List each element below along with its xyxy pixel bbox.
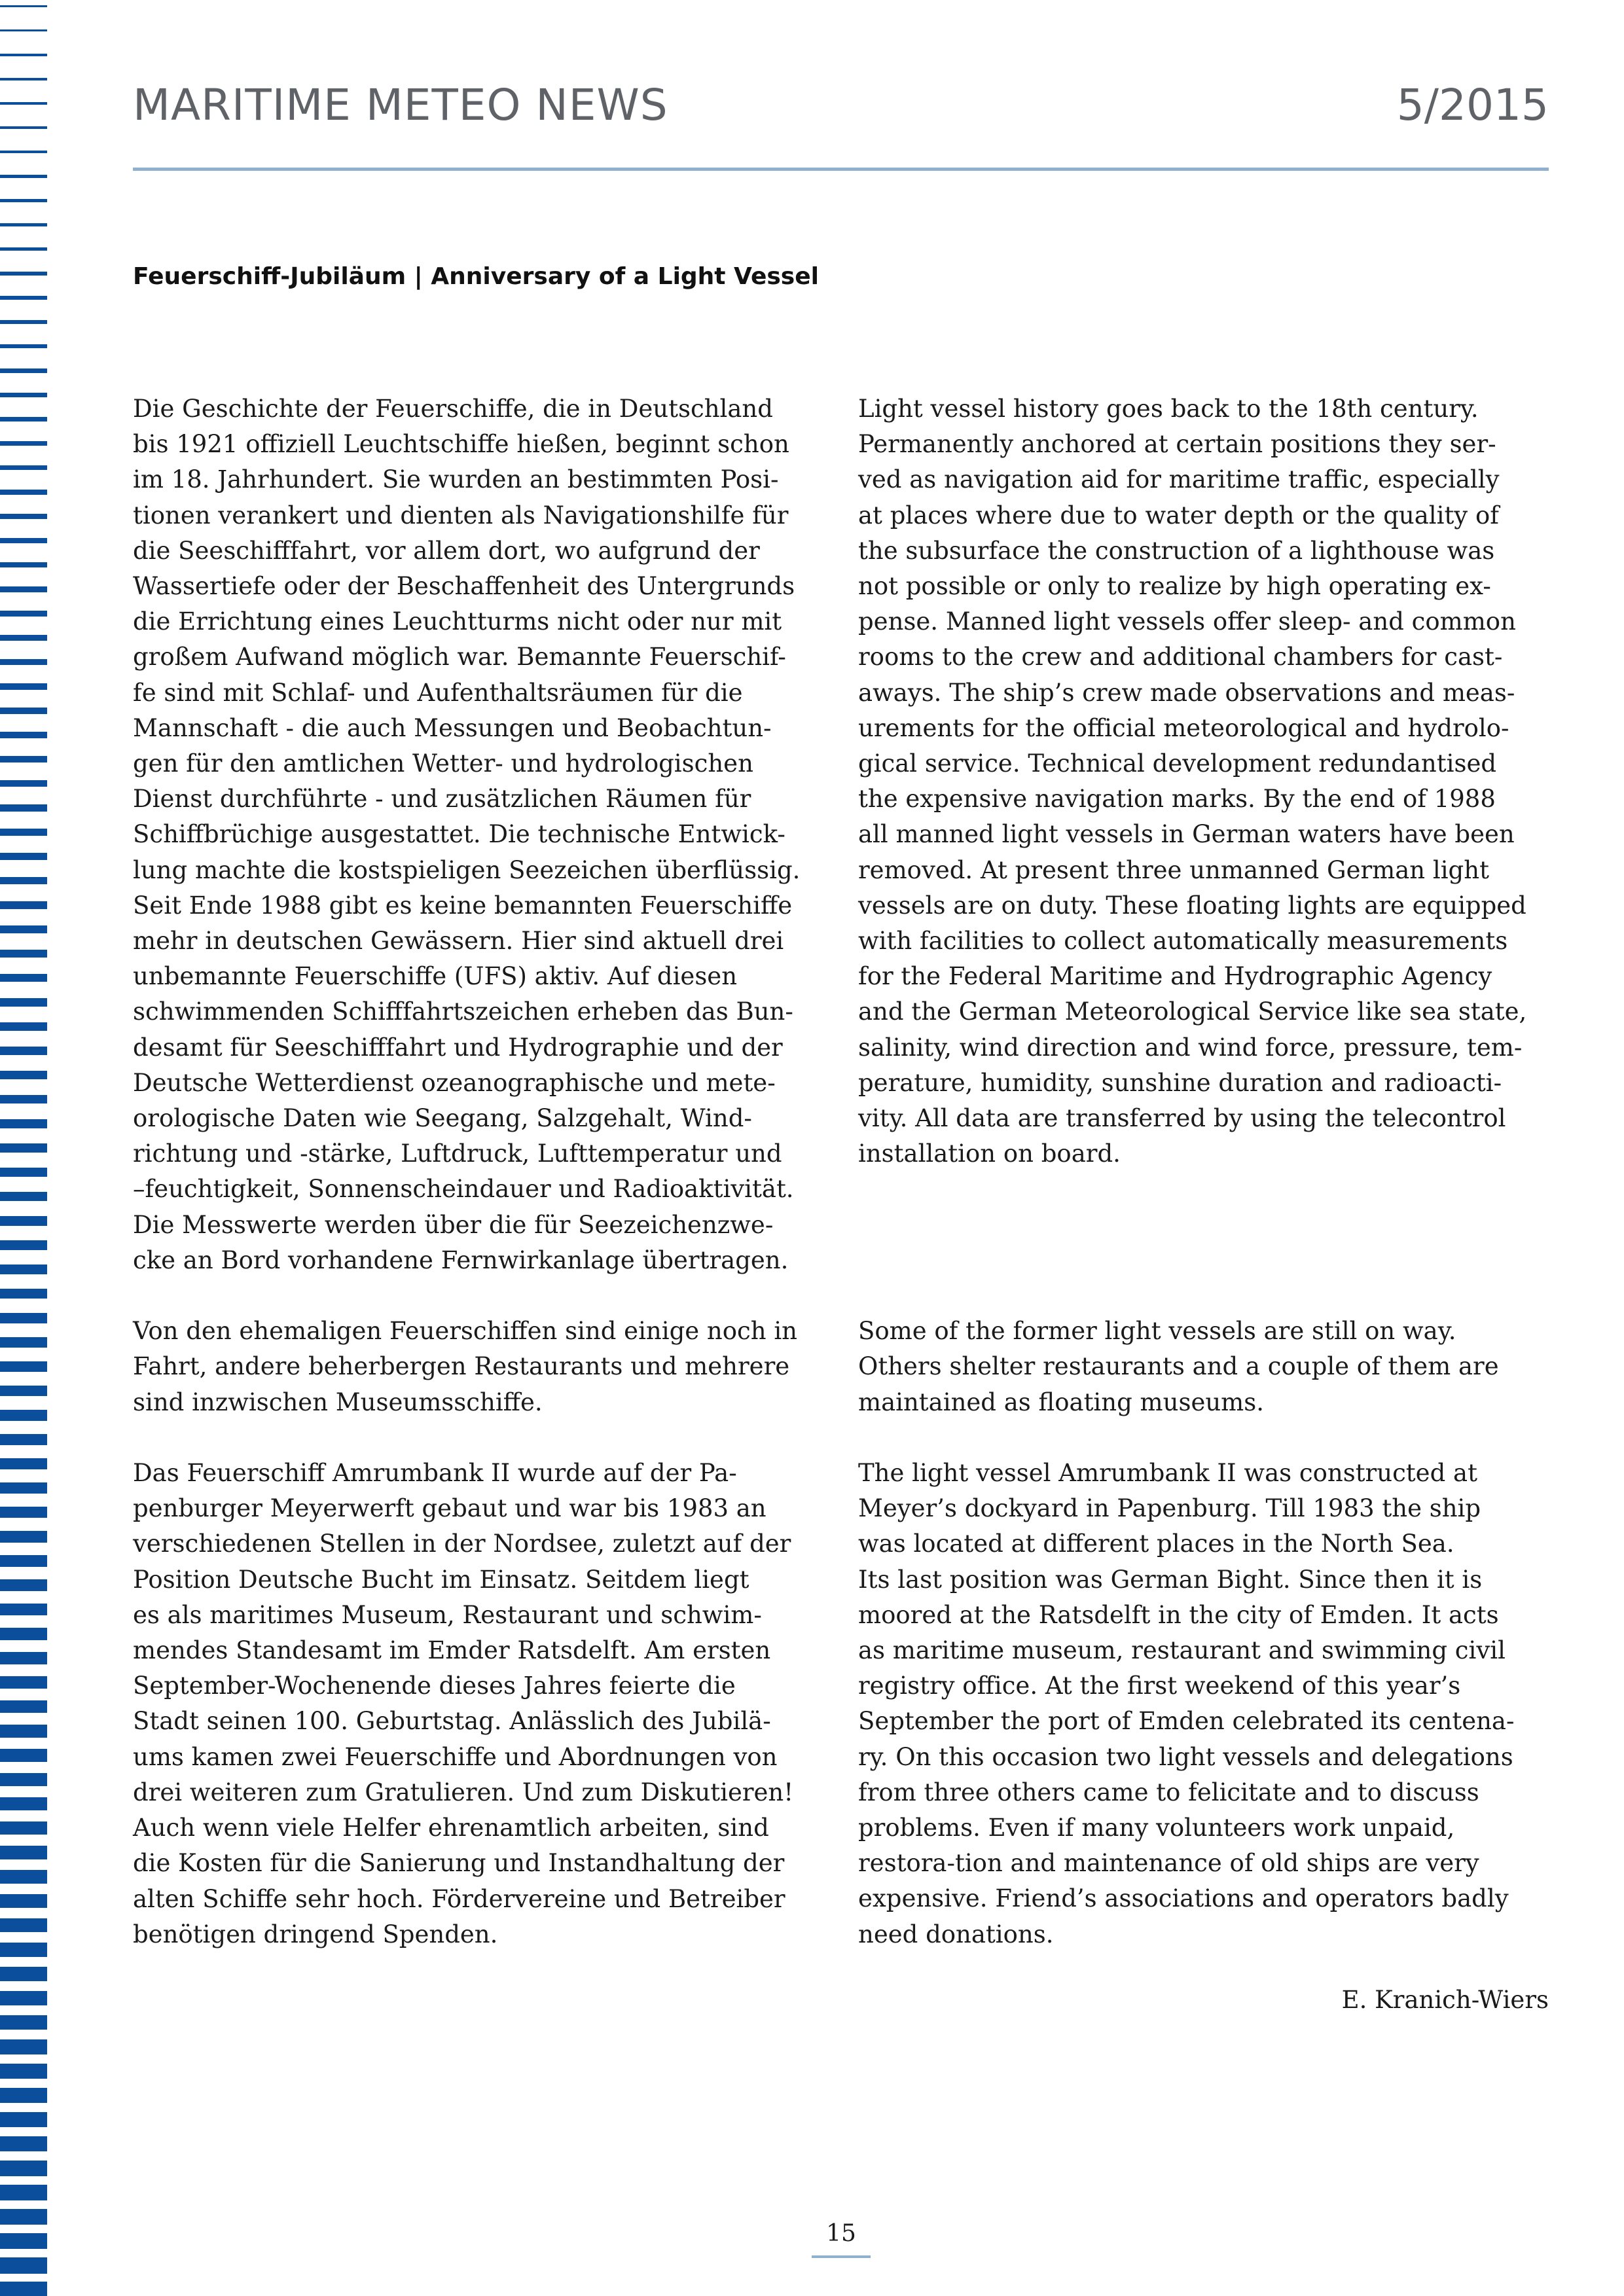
text-line: orologische Daten wie Seegang, Salzgehalt, Wind- [133,1104,752,1133]
stripe-line [0,247,47,251]
stripe-line [0,1337,47,1348]
stripe-line [0,1652,47,1664]
stripe-line [0,199,47,202]
stripe-line [0,1168,47,1177]
stripe-line [0,1555,47,1567]
text-line: salinity, wind direction and wind force, pressure, tem- [858,1033,1523,1062]
text-line: not possible or only to realize by high operating ex- [858,572,1491,601]
text-line: es als maritimes Museum, Restaurant und schwim- [133,1600,762,1629]
text-line: problems. Even if many volunteers work unpaid, [858,1814,1455,1842]
stripe-line [0,1216,47,1226]
stripe-line [0,829,47,836]
stripe-line [0,1628,47,1640]
stripe-line [0,296,47,300]
text-line: registry office. At the first weekend of this year’s [858,1672,1461,1700]
text-line: Permanently anchored at certain positions they ser- [858,430,1496,459]
text-line: die Errichtung eines Leuchtturms nicht oder nur mit [133,607,782,636]
stripe-line [0,1095,47,1103]
text-line: tionen verankert und dienten als Navigationshilfe für [133,501,789,529]
stripe-line [0,490,47,495]
text-line: benötigen dringend Spenden. [133,1920,498,1948]
text-line: Von den ehemaligen Feuerschiffen sind einige noch in [133,1317,797,1346]
text-line: the expensive navigation marks. By the end of 1988 [858,785,1496,814]
stripe-line [0,659,47,665]
stripe-line [0,683,47,690]
text-line: at places where due to water depth or the quality of [858,501,1499,529]
text-line: Das Feuerschiff Amrumbank II wurde auf der Pa- [133,1459,737,1488]
stripe-line [0,1700,47,1713]
text-line: Position Deutsche Bucht im Einsatz. Seitdem liegt [133,1565,749,1594]
text-line: Seit Ende 1988 gibt es keine bemannten Feuerschiffe [133,891,793,920]
stripe-line [0,950,47,958]
stripe-line [0,102,47,105]
stripe-line [0,1410,47,1421]
stripe-line [0,2136,47,2151]
stripe-line [0,1991,47,2005]
text-line: Its last position was German Bight. Since then it is [858,1565,1483,1594]
stripe-line [0,1870,47,1884]
stripe-line [0,1119,47,1128]
stripe-line [0,441,47,446]
text-line: Wassertiefe oder der Beschaffenheit des Untergrunds [133,572,795,601]
stripe-line [0,2015,47,2030]
stripe-line [0,2233,47,2249]
text-line: Auch wenn viele Helfer ehrenamtlich arbeiten, sind [133,1814,769,1842]
stripe-line [0,2161,47,2176]
stripe-line [0,2088,47,2103]
text-line: Die Geschichte der Feuerschiffe, die in Deutschland [133,395,773,423]
text-line: urements for the official meteorological and hydrolo- [858,713,1509,742]
text-line: drei weiteren zum Gratulieren. Und zum Diskutieren! [133,1778,794,1806]
stripe-line [0,780,47,787]
stripe-line [0,1289,47,1299]
text-line: mendes Standesamt im Emder Ratsdelft. Am ersten [133,1636,771,1665]
text-line: expensive. Friend’s associations and operators badly [858,1884,1509,1913]
stripe-line [0,2064,47,2079]
stripe-line [0,1047,47,1055]
header-rule [133,168,1549,171]
stripe-line [0,538,47,543]
stripe-line [0,2257,47,2274]
text-line: die Kosten für die Sanierung und Instandhaltung der [133,1849,785,1878]
english-paragraph-1 [858,391,1539,1172]
text-line: vity. All data are transferred by using the telecontrol [858,1104,1506,1133]
stripe-line [0,2209,47,2225]
text-line: pense. Manned light vessels offer sleep- and common [858,607,1516,636]
text-line: Deutsche Wetterdienst ozeanographische und mete- [133,1068,776,1097]
issue-number: 5/2015 [1396,80,1549,130]
text-line: Fahrt, andere beherbergen Restaurants und mehrere [133,1352,790,1381]
paragraph-gap [858,1278,1539,1314]
stripe-line [0,1918,47,1932]
text-line: for the Federal Maritime and Hydrographic Agency [858,962,1492,991]
stripe-line [0,1265,47,1274]
text-line: penburger Meyerwerft gebaut und war bis 1983 an [133,1494,767,1523]
stripe-line [0,2185,47,2200]
stripe-line [0,465,47,470]
stripe-line [0,1749,47,1762]
stripe-line [0,732,47,738]
text-line: need donations. [858,1920,1054,1948]
stripe-line [0,5,47,7]
stripe-line [0,853,47,860]
stripe-line [0,974,47,982]
stripe-line [0,635,47,641]
text-line: bis 1921 offiziell Leuchtschiffe hießen, beginnt schon [133,430,789,459]
text-line: The light vessel Amrumbank II was constructed at [858,1459,1477,1488]
stripe-line [0,1071,47,1079]
paragraph-gap [133,1420,814,1456]
stripe-line [0,1797,47,1810]
text-line: gical service. Technical development redundantised [858,749,1497,778]
stripe-line [0,1458,47,1469]
stripe-line [0,78,47,81]
text-line: cke an Bord vorhandene Fernwirkanlage übertragen. [133,1246,789,1274]
german-column [133,391,814,1952]
text-line: richtung und -stärke, Luftdruck, Lufttemperatur und [133,1139,782,1168]
paragraph-gap [133,1278,814,1314]
stripe-line [0,1386,47,1396]
stripe-line [0,708,47,714]
stripe-line [0,1773,47,1786]
stripe-line [0,54,47,56]
text-line: Stadt seinen 100. Geburtstag. Anlässlich des Jubilä- [133,1707,771,1736]
text-line: maintained as floating museums. [858,1388,1265,1416]
page-number: 15 [826,2220,856,2247]
stripe-line [0,223,47,226]
stripe-line [0,344,47,348]
text-line: ums kamen zwei Feuerschiffe und Abordnungen von [133,1742,778,1771]
text-line: Meyer’s dockyard in Papenburg. Till 1983 the ship [858,1494,1481,1523]
stripe-line [0,1943,47,1957]
stripe-line [0,393,47,397]
paragraph-gap [858,1208,1539,1243]
stripe-line [0,175,47,178]
stripe-line [0,1192,47,1201]
text-line: the subsurface the construction of a lighthouse was [858,536,1495,565]
text-line: unbemannte Feuerschiffe (UFS) aktiv. Auf diesen [133,962,738,991]
text-line: die Seeschifffahrt, vor allem dort, wo aufgrund der [133,536,760,565]
stripe-line [0,126,47,129]
english-paragraph-3 [858,1456,1539,1952]
text-line: im 18. Jahrhundert. Sie wurden an bestimmten Posi- [133,465,779,494]
author-signature: E. Kranich-Wiers [1341,1986,1549,2014]
stripe-line [0,586,47,592]
stripe-line [0,998,47,1007]
stripe-line [0,1821,47,1835]
text-line: desamt für Seeschifffahrt und Hydrographie und der [133,1033,783,1062]
stripe-line [0,1531,47,1543]
text-line: moored at the Ratsdelft in the city of Emden. It acts [858,1600,1499,1629]
text-line: vessels are on duty. These floating lights are equipped [858,891,1526,920]
stripe-line [0,1894,47,1908]
text-line: mehr in deutschen Gewässern. Hier sind aktuell drei [133,927,784,956]
paragraph-gap [858,1243,1539,1278]
text-line: September the port of Emden celebrated its centena- [858,1707,1515,1736]
text-line: Die Messwerte werden über die für Seezeichenzwe- [133,1210,774,1239]
text-line: –feuchtigkeit, Sonnenscheindauer und Radioaktivität. [133,1175,794,1204]
text-line: verschiedenen Stellen in der Nordsee, zuletzt auf der [133,1530,791,1558]
stripe-line [0,1313,47,1323]
stripe-line [0,877,47,884]
stripe-line [0,29,47,31]
text-line: September-Wochenende dieses Jahres feierte die [133,1672,736,1700]
stripe-line [0,1022,47,1031]
text-line: Some of the former light vessels are still on way. [858,1317,1456,1346]
text-line: was located at different places in the North Sea. [858,1530,1454,1558]
stripe-line [0,2112,47,2127]
stripe-line [0,1846,47,1859]
stripe-line [0,1676,47,1689]
text-line: ved as navigation aid for maritime traffic, especially [858,465,1500,494]
text-line: rooms to the crew and additional chambers for cast- [858,643,1503,672]
stripe-line [0,417,47,422]
text-line: alten Schiffe sehr hoch. Fördervereine und Betreiber [133,1884,785,1913]
text-line: with facilities to collect automatically measurements [858,927,1508,956]
stripe-line [0,804,47,812]
english-paragraph-2 [858,1314,1539,1420]
text-line: from three others came to felicitate and to discuss [858,1778,1479,1806]
stripe-line [0,1482,47,1494]
english-column [858,391,1539,1952]
german-paragraph-3 [133,1456,814,1952]
stripe-line [0,151,47,153]
stripe-line [0,1361,47,1372]
text-line: Dienst durchführte - und zusätzlichen Räumen für [133,785,751,814]
stripe-line [0,901,47,909]
stripe-line [0,272,47,276]
text-line: schwimmenden Schifffahrtszeichen erheben das Bun- [133,997,793,1026]
stripe-line [0,514,47,519]
stripe-line [0,2282,47,2296]
text-line: as maritime museum, restaurant and swimming civil [858,1636,1506,1665]
text-line: removed. At present three unmanned German light [858,855,1489,884]
decorative-stripe-bar [0,0,47,2296]
stripe-line [0,611,47,617]
page-number-rule [812,2255,871,2258]
text-line: aways. The ship’s crew made observations and meas- [858,678,1515,707]
stripe-line [0,368,47,373]
text-line: großem Aufwand möglich war. Bemannte Feuerschif- [133,643,786,672]
stripe-line [0,2039,47,2054]
stripe-line [0,1604,47,1615]
stripe-line [0,925,47,933]
text-line: installation on board. [858,1139,1121,1168]
stripe-line [0,1579,47,1591]
text-line: Mannschaft - die auch Messungen und Beobachtun- [133,713,772,742]
text-line: perature, humidity, sunshine duration and radioacti- [858,1068,1502,1097]
article-title: Feuerschiff-Jubiläum | Anniversary of a Light Vessel [133,263,819,290]
text-line: Others shelter restaurants and a couple of them are [858,1352,1499,1381]
stripe-line [0,1434,47,1445]
paragraph-gap [858,1172,1539,1207]
paragraph-gap [858,1420,1539,1456]
stripe-line [0,1240,47,1250]
text-line: Light vessel history goes back to the 18th century. [858,395,1479,423]
publication-title: MARITIME METEO NEWS [133,80,668,130]
stripe-line [0,1507,47,1518]
text-line: restora-tion and maintenance of old ships are very [858,1849,1479,1878]
stripe-line [0,562,47,567]
text-line: all manned light vessels in German waters have been [858,820,1515,849]
text-line: gen für den amtlichen Wetter- und hydrologischen [133,749,753,778]
stripe-line [0,1143,47,1153]
stripe-line [0,320,47,324]
text-line: lung machte die kostspieligen Seezeichen überflüssig. [133,855,801,884]
german-paragraph-2 [133,1314,814,1420]
text-line: sind inzwischen Museumsschiffe. [133,1388,543,1416]
text-line: Schiffbrüchige ausgestattet. Die technische Entwick- [133,820,785,849]
stripe-line [0,1967,47,1981]
stripe-line [0,756,47,762]
text-line: and the German Meteorological Service like sea state, [858,997,1527,1026]
text-line: fe sind mit Schlaf- und Aufenthaltsräumen für die [133,678,743,707]
german-paragraph-1 [133,391,814,1278]
stripe-line [0,1725,47,1738]
text-line: ry. On this occasion two light vessels and delegations [858,1742,1513,1771]
